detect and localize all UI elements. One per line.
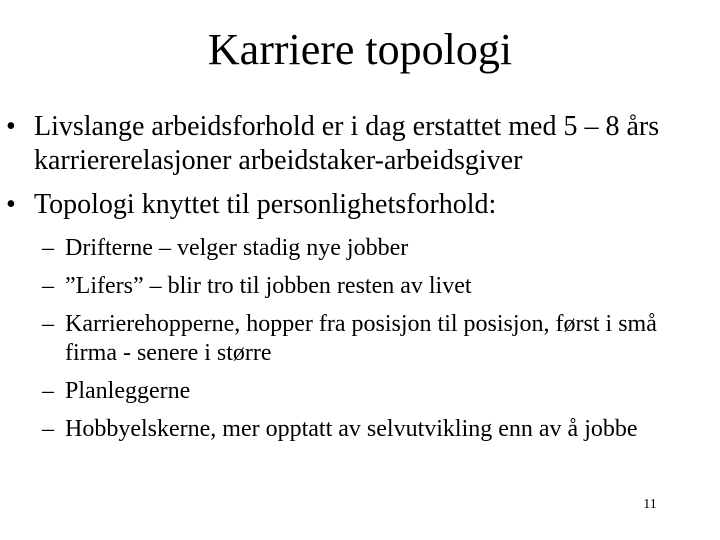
sub-bullet-marker: – — [42, 235, 54, 261]
sub-bullet-text: ”Lifers” – blir tro til jobben resten av livet — [65, 273, 472, 299]
bullet-text: Topologi knyttet til personlighetsforhold: — [34, 189, 497, 220]
sub-bullet-text: Planleggerne — [65, 378, 191, 404]
sub-bullet-marker: – — [42, 378, 54, 404]
sub-bullet-text: Hobbyelskerne, mer opptatt av selvutvikling enn av å jobbe — [65, 416, 638, 442]
sub-bullet-text: Drifterne – velger stadig nye jobber — [65, 235, 409, 261]
bullet-marker: • — [6, 189, 16, 220]
sub-bullet-item — [0, 272, 710, 301]
sub-bullet-marker: – — [42, 416, 54, 442]
sub-bullet-item — [0, 310, 710, 368]
sub-bullet-list — [0, 234, 720, 444]
bullet-item — [0, 188, 710, 222]
sub-bullet-item — [0, 234, 710, 263]
bullet-item — [0, 110, 710, 178]
sub-bullet-item — [0, 415, 710, 444]
sub-bullet-marker: – — [42, 273, 54, 299]
sub-bullet-marker: – — [42, 311, 54, 337]
page-number: 11 — [643, 497, 657, 512]
bullet-marker: • — [6, 111, 16, 142]
slide-title: Karriere topologi — [207, 25, 513, 74]
bullet-list — [0, 110, 720, 453]
sub-bullet-text: Karrierehopperne, hopper fra posisjon til posisjon, først i små firma - senere i større — [65, 311, 657, 366]
bullet-text: Livslange arbeidsforhold er i dag erstattet med 5 – 8 års karriererelasjoner arbeidstaker-arbeidsgiver — [34, 111, 660, 176]
sub-bullet-item — [0, 377, 710, 406]
